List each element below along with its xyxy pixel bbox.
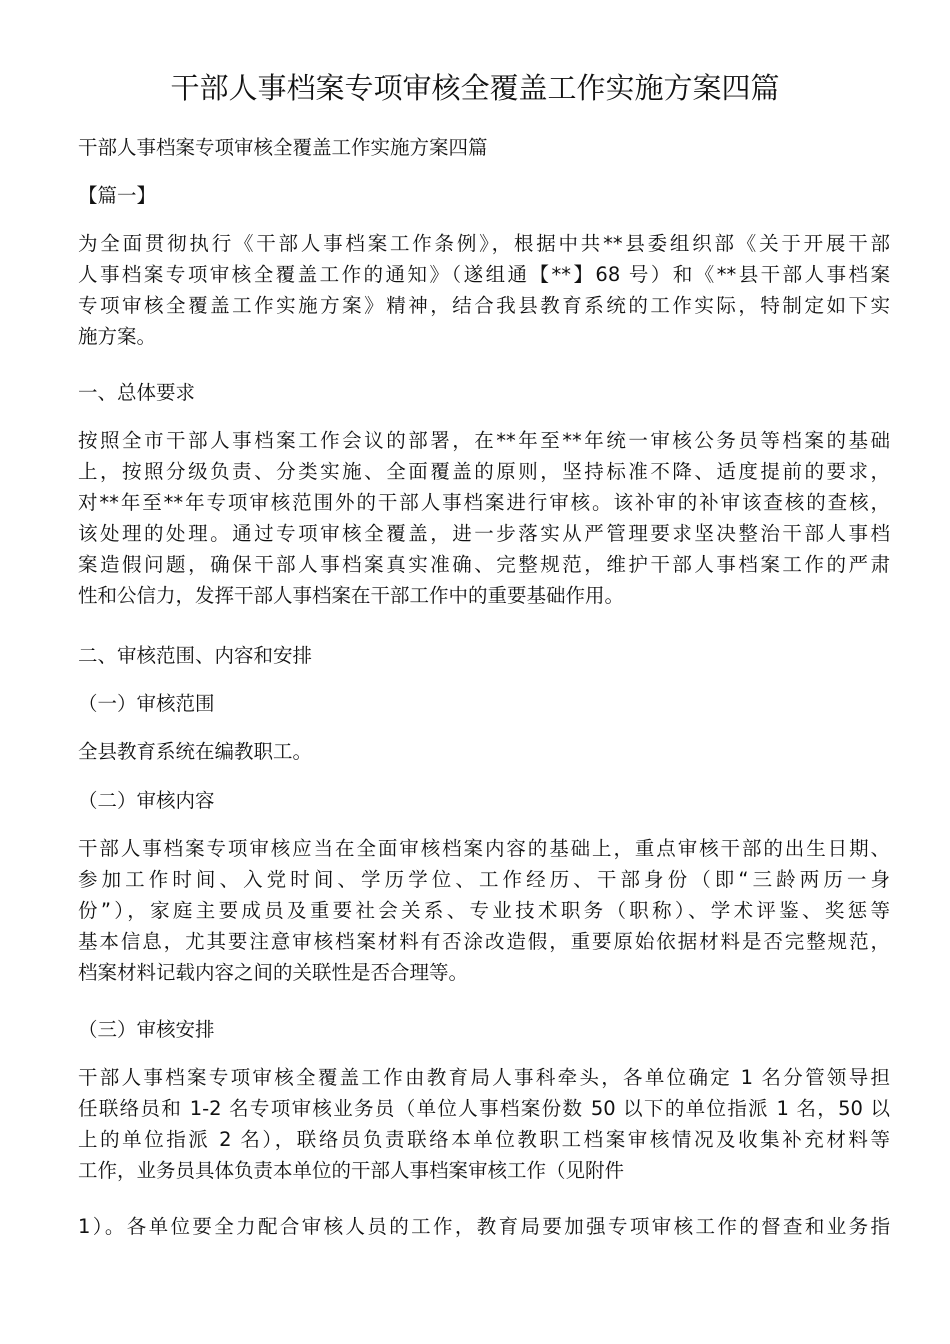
intro-paragraph bbox=[78, 228, 890, 352]
subtitle-line: 干部人事档案专项审核全覆盖工作实施方案四篇 bbox=[78, 136, 488, 159]
section1-line: 性和公信力，发挥干部人事档案在干部工作中的重要基础作用。 bbox=[78, 584, 625, 607]
intro-line: 专项审核全覆盖工作实施方案》精神，结合我县教育系统的工作实际，特制定如下实 bbox=[78, 294, 890, 317]
sub3-line: 上的单位指派 2 名），联络员负责联络本单位教职工档案审核情况及收集补充材料等 bbox=[78, 1128, 890, 1151]
part-marker-text: 【篇一】 bbox=[78, 184, 157, 207]
sub3-paragraph bbox=[78, 1062, 890, 1186]
sub2-line: 基本信息，尤其要注意审核档案材料有否涂改造假，重要原始依据材料是否完整规范， bbox=[78, 930, 890, 953]
sub2-line: 参加工作时间、入党时间、学历学位、工作经历、干部身份（即“三龄两历一身 bbox=[78, 868, 890, 891]
sub3-continued-paragraph bbox=[78, 1211, 890, 1242]
sub2-heading-text: （二）审核内容 bbox=[78, 789, 215, 812]
sub1-heading-text: （一）审核范围 bbox=[78, 692, 215, 715]
sub1-paragraph bbox=[78, 736, 890, 767]
sub3-line: 工作，业务员具体负责本单位的干部人事档案审核工作（见附件 bbox=[78, 1159, 625, 1182]
intro-line: 为全面贯彻执行《干部人事档案工作条例》，根据中共**县委组织部《关于开展干部 bbox=[78, 232, 890, 255]
intro-line: 施方案。 bbox=[78, 325, 157, 348]
section1-paragraph bbox=[78, 425, 890, 611]
sub3-line: 干部人事档案专项审核全覆盖工作由教育局人事科牵头，各单位确定 1 名分管领导担 bbox=[78, 1066, 890, 1089]
document-subtitle bbox=[78, 132, 890, 163]
section1-heading-text: 一、总体要求 bbox=[78, 381, 196, 404]
sub2-paragraph bbox=[78, 833, 890, 988]
sub2-line: 档案材料记载内容之间的关联性是否合理等。 bbox=[78, 961, 469, 984]
section1-line: 对**年至**年专项审核范围外的干部人事档案进行审核。该补审的补审该查核的查核， bbox=[78, 491, 890, 514]
section1-line: 该处理的处理。通过专项审核全覆盖，进一步落实从严管理要求坚决整治干部人事档 bbox=[78, 522, 890, 545]
sub3-line: 任联络员和 1-2 名专项审核业务员（单位人事档案份数 50 以下的单位指派 1 名，50 以 bbox=[78, 1097, 890, 1120]
section2-heading-text: 二、审核范围、内容和安排 bbox=[78, 644, 313, 667]
document-title: 干部人事档案专项审核全覆盖工作实施方案四篇 bbox=[170, 71, 780, 105]
sub3-continued-line: 1）。各单位要全力配合审核人员的工作，教育局要加强专项审核工作的督查和业务指 bbox=[78, 1215, 890, 1238]
section1-line: 案造假问题，确保干部人事档案真实准确、完整规范，维护干部人事档案工作的严肃 bbox=[78, 553, 890, 576]
sub1-heading bbox=[78, 688, 890, 719]
section1-heading bbox=[78, 377, 890, 408]
sub1-line: 全县教育系统在编教职工。 bbox=[78, 740, 313, 763]
sub2-heading bbox=[78, 785, 890, 816]
section1-line: 上，按照分级负责、分类实施、全面覆盖的原则，坚持标准不降、适度提前的要求， bbox=[78, 460, 890, 483]
section2-heading bbox=[78, 640, 890, 671]
intro-line: 人事档案专项审核全覆盖工作的通知》（遂组通【**】68 号）和《**县干部人事档案 bbox=[78, 263, 890, 286]
sub3-heading bbox=[78, 1014, 890, 1045]
sub2-line: 份”），家庭主要成员及重要社会关系、专业技术职务（职称）、学术评鉴、奖惩等 bbox=[78, 899, 890, 922]
sub3-heading-text: （三）审核安排 bbox=[78, 1018, 215, 1041]
section1-line: 按照全市干部人事档案工作会议的部署，在**年至**年统一审核公务员等档案的基础 bbox=[78, 429, 890, 452]
part-marker bbox=[78, 180, 890, 211]
sub2-line: 干部人事档案专项审核应当在全面审核档案内容的基础上，重点审核干部的出生日期、 bbox=[78, 837, 890, 860]
